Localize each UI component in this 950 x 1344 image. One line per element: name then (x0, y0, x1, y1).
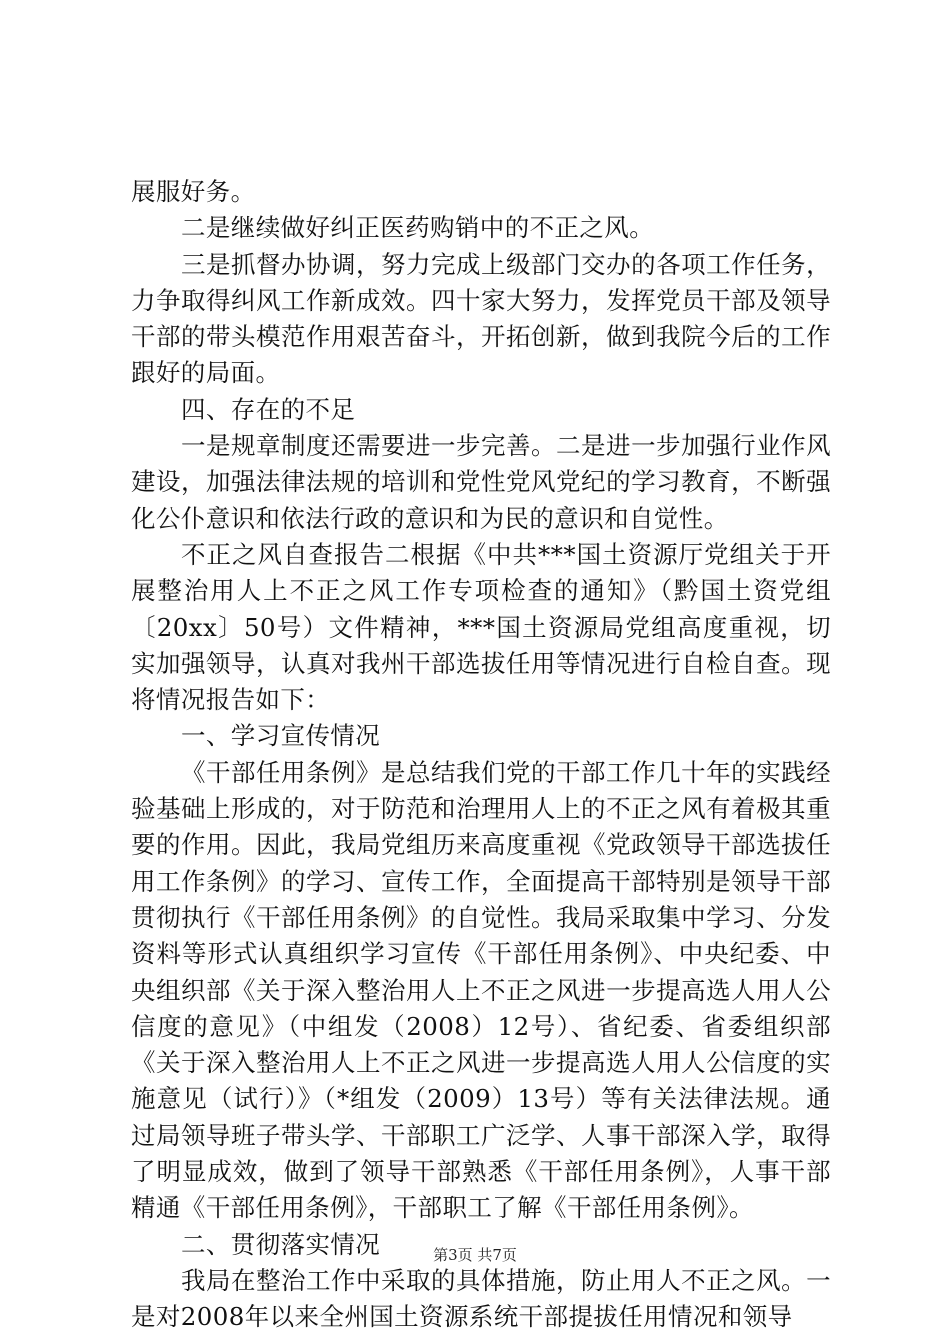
section-heading-implementation: 二、贯彻落实情况 (181, 1229, 381, 1259)
paragraph-6: 不正之风自查报告二根据《中共***国土资源厅党组关于开展整治用人上不正之风工作专项检查的通知》（黔国土资党组〔20xx〕50号）文件精神，***国土资源局党组高度重视，切实加强领导，认真对我州干部选拔任用等情况进行自检自查。现将情况报告如下： (131, 539, 831, 715)
paragraph-2: 二是继续做好纠正医药购销中的不正之风。 (181, 213, 655, 243)
document-body (131, 174, 831, 1336)
paragraph-5: 一是规章制度还需要进一步完善。二是进一步加强行业作风建设，加强法律法规的培训和党性党风党纪的学习教育，不断强化公仆意识和依法行政的意识和为民的意识和自觉性。 (131, 431, 831, 533)
page-number: 第3页 共7页 (433, 1246, 517, 1264)
paragraph-10: 我局在整治工作中采取的具体措施，防止用人不正之风。一是对2008年以来全州国土资源系统干部提拔任用情况和领导 (131, 1265, 831, 1332)
paragraph-1: 展服好务。 (131, 177, 256, 206)
section-heading-study: 一、学习宣传情况 (181, 721, 381, 751)
paragraph-3: 三是抓督办协调，努力完成上级部门交办的各项工作任务，力争取得纠风工作新成效。四十家大努力，发挥党员干部及领导干部的带头模范作用艰苦奋斗，开拓创新，做到我院今后的工作跟好的局面。 (131, 249, 831, 388)
paragraph-8: 《干部任用条例》是总结我们党的干部工作几十年的实践经验基础上形成的，对于防范和治理用人上的不正之风有着极其重要的作用。因此，我局党组历来高度重视《党政领导干部选拔任用工作条例》的学习、宣传工作，全面提高干部特别是领导干部贯彻执行《干部任用条例》的自觉性。我局采取集中学习、分发资料等形式认真组织学习宣传《干部任用条例》、中央纪委、中央组织部《关于深入整治用人上不正之风进一步提高选人用人公信度的意见》（中组发（2008）12号）、省纪委、省委组织部《关于深入整治用人上不正之风进一步提高选人用人公信度的实施意见（试行）》（*组发（2009）13号）等有关法律法规。通过局领导班子带头学、干部职工广泛学、人事干部深入学，取得了明显成效，做到了领导干部熟悉《干部任用条例》，人事干部精通《干部任用条例》，干部职工了解《干部任用条例》。 (131, 757, 831, 1223)
section-heading-shortcomings: 四、存在的不足 (181, 394, 356, 424)
